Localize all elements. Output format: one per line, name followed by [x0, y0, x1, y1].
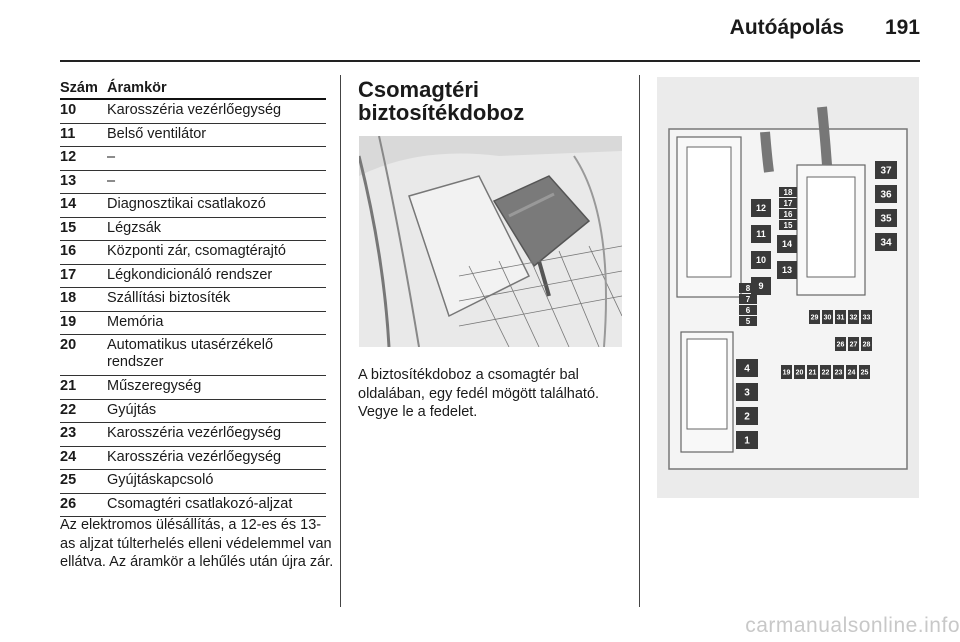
section-title	[358, 78, 524, 124]
table-row	[60, 312, 326, 336]
fuse-number: 19	[60, 313, 77, 330]
fuse-label	[794, 365, 805, 379]
svg-text:27: 27	[849, 341, 858, 349]
svg-text:10: 10	[755, 255, 767, 266]
table-row	[60, 447, 326, 471]
table-row	[60, 288, 326, 312]
table-row	[60, 265, 326, 289]
fuse-number: 12	[60, 149, 77, 165]
table-header	[60, 80, 326, 100]
table-row	[60, 400, 326, 424]
header-circuit: Áramkör	[107, 80, 167, 96]
fuse-number: 20	[60, 337, 77, 353]
table-row	[60, 494, 326, 518]
fuse-label	[861, 310, 872, 324]
circuit-name: –	[107, 172, 116, 189]
svg-text:28: 28	[862, 341, 871, 349]
watermark: carmanualsonline.info	[745, 614, 960, 637]
column-divider-1	[340, 75, 341, 607]
fuse-number: 24	[60, 448, 77, 465]
fuse-label	[835, 337, 846, 351]
svg-text:19: 19	[782, 369, 791, 377]
fuse-label	[835, 310, 846, 324]
svg-text:22: 22	[821, 369, 830, 377]
fuse-label	[751, 225, 771, 243]
fuse-label	[859, 365, 870, 379]
section-title-line2: biztosítékdoboz	[358, 100, 525, 125]
svg-text:31: 31	[836, 314, 845, 322]
fuse-label	[779, 220, 797, 230]
svg-text:6: 6	[745, 305, 751, 315]
svg-text:8: 8	[745, 283, 751, 293]
svg-text:4: 4	[744, 363, 750, 375]
svg-text:21: 21	[808, 369, 817, 377]
circuit-name: Belső ventilátor	[107, 125, 207, 142]
fuse-label	[848, 337, 859, 351]
circuit-name: Szállítási biztosíték	[107, 290, 231, 306]
circuit-name: Diagnosztikai csatlakozó	[107, 196, 266, 212]
fuse-label	[779, 187, 797, 197]
svg-text:13: 13	[781, 265, 793, 276]
svg-text:24: 24	[847, 369, 856, 377]
circuit-name: Automatikus utasérzékelő rendszer	[107, 337, 274, 370]
trunk-fusebox-illustration	[359, 136, 622, 347]
fuse-number: 14	[60, 196, 77, 212]
svg-text:36: 36	[880, 189, 892, 201]
circuit-name: Légkondicionáló rendszer	[107, 266, 273, 283]
svg-text:2: 2	[744, 411, 750, 423]
svg-text:34: 34	[880, 237, 892, 249]
fuse-label	[736, 407, 758, 425]
fuse-label	[736, 431, 758, 449]
fuse-label	[739, 305, 757, 315]
fuse-label	[833, 365, 844, 379]
svg-text:7: 7	[745, 294, 751, 304]
circuit-name: Légzsák	[107, 219, 162, 236]
fuse-label	[848, 310, 859, 324]
fuse-label	[739, 294, 757, 304]
fuse-number: 25	[60, 472, 77, 488]
svg-text:29: 29	[810, 314, 819, 322]
svg-text:20: 20	[795, 369, 804, 377]
section-caption: A biztosítékdoboz a csomagtér bal oldalában, egy fedél mögött található. Vegye le a fedelet.	[358, 367, 600, 420]
circuit-name: –	[107, 149, 116, 165]
fuse-label	[751, 199, 771, 217]
svg-text:16: 16	[783, 209, 793, 219]
fuse-label	[777, 261, 797, 279]
circuit-name: Központi zár, csomagtérajtó	[107, 243, 286, 259]
fuse-label	[781, 365, 792, 379]
fuse-label	[809, 310, 820, 324]
circuit-name: Karosszéria vezérlőegység	[107, 425, 282, 441]
fuse-number: 26	[60, 495, 77, 512]
fuse-label	[779, 209, 797, 219]
svg-text:18: 18	[783, 187, 793, 197]
fuse-number: 13	[60, 172, 77, 189]
circuit-name: Műszeregység	[107, 378, 202, 394]
table-row	[60, 335, 326, 376]
header-rule	[60, 60, 920, 62]
fuse-label	[807, 365, 818, 379]
circuit-name: Gyújtáskapcsoló	[107, 472, 214, 488]
svg-text:12: 12	[755, 203, 767, 214]
fuse-label	[820, 365, 831, 379]
table-row	[60, 147, 326, 171]
svg-text:25: 25	[860, 369, 869, 377]
fuse-label	[751, 277, 771, 295]
page-number: 191	[884, 16, 920, 39]
table-row	[60, 376, 326, 400]
header-title: Autóápolás	[729, 16, 844, 39]
circuit-name: Csomagtéri csatlakozó-aljzat	[107, 495, 293, 512]
fuse-label	[822, 310, 833, 324]
table-row	[60, 124, 326, 148]
table-row	[60, 218, 326, 242]
svg-text:23: 23	[834, 369, 843, 377]
svg-text:26: 26	[836, 341, 845, 349]
svg-text:37: 37	[880, 165, 892, 177]
fuse-label	[777, 235, 797, 253]
fuse-label	[875, 161, 897, 179]
header-num: Szám	[60, 80, 98, 96]
fuse-number: 23	[60, 425, 77, 441]
fuse-number: 15	[60, 219, 77, 236]
fuse-label	[846, 365, 857, 379]
fuse-number: 21	[60, 378, 77, 394]
circuit-name: Karosszéria vezérlőegység	[107, 448, 282, 465]
table-row	[60, 171, 326, 195]
fuse-number: 18	[60, 290, 77, 306]
fuse-label	[875, 185, 897, 203]
circuit-name: Memória	[107, 313, 164, 330]
svg-text:14: 14	[781, 239, 793, 250]
svg-text:9: 9	[758, 281, 764, 292]
table-row	[60, 470, 326, 494]
svg-text:17: 17	[783, 198, 793, 208]
page-header	[0, 0, 960, 60]
svg-text:3: 3	[744, 387, 750, 399]
svg-text:5: 5	[745, 316, 751, 326]
fuse-number: 17	[60, 266, 77, 283]
svg-text:35: 35	[880, 213, 892, 225]
fuse-label	[875, 209, 897, 227]
fuse-label	[861, 337, 872, 351]
fuse-number: 11	[60, 125, 76, 142]
fuse-number: 16	[60, 243, 77, 259]
circuit-name: Karosszéria vezérlőegység	[107, 102, 282, 118]
note-text: Az elektromos ülésállítás, a 12-es és 13-as aljzat túlterhelés elleni védelemmel van ellátva. Az áramkör a lehűlés után újra zár.	[60, 517, 334, 570]
fuse-label	[875, 233, 897, 251]
circuit-name: Gyújtás	[107, 401, 157, 418]
fuse-label	[779, 198, 797, 208]
fuse-number: 10	[60, 102, 77, 118]
svg-text:33: 33	[862, 314, 871, 322]
svg-text:11: 11	[756, 229, 766, 240]
table-row	[60, 194, 326, 218]
svg-text:30: 30	[823, 314, 832, 322]
table-row	[60, 100, 326, 124]
fuse-label	[739, 316, 757, 326]
svg-text:15: 15	[783, 220, 793, 230]
fuse-number: 22	[60, 401, 77, 418]
table-row	[60, 423, 326, 447]
column-divider-2	[639, 75, 640, 607]
fuse-label	[751, 251, 771, 269]
fuse-label	[736, 359, 758, 377]
fuse-label	[736, 383, 758, 401]
svg-text:1: 1	[744, 435, 750, 447]
table-row	[60, 241, 326, 265]
fuse-table	[60, 80, 326, 517]
section-title-line1: Csomagtéri	[358, 77, 480, 102]
svg-text:32: 32	[849, 314, 858, 322]
fusebox-diagram	[657, 77, 919, 498]
